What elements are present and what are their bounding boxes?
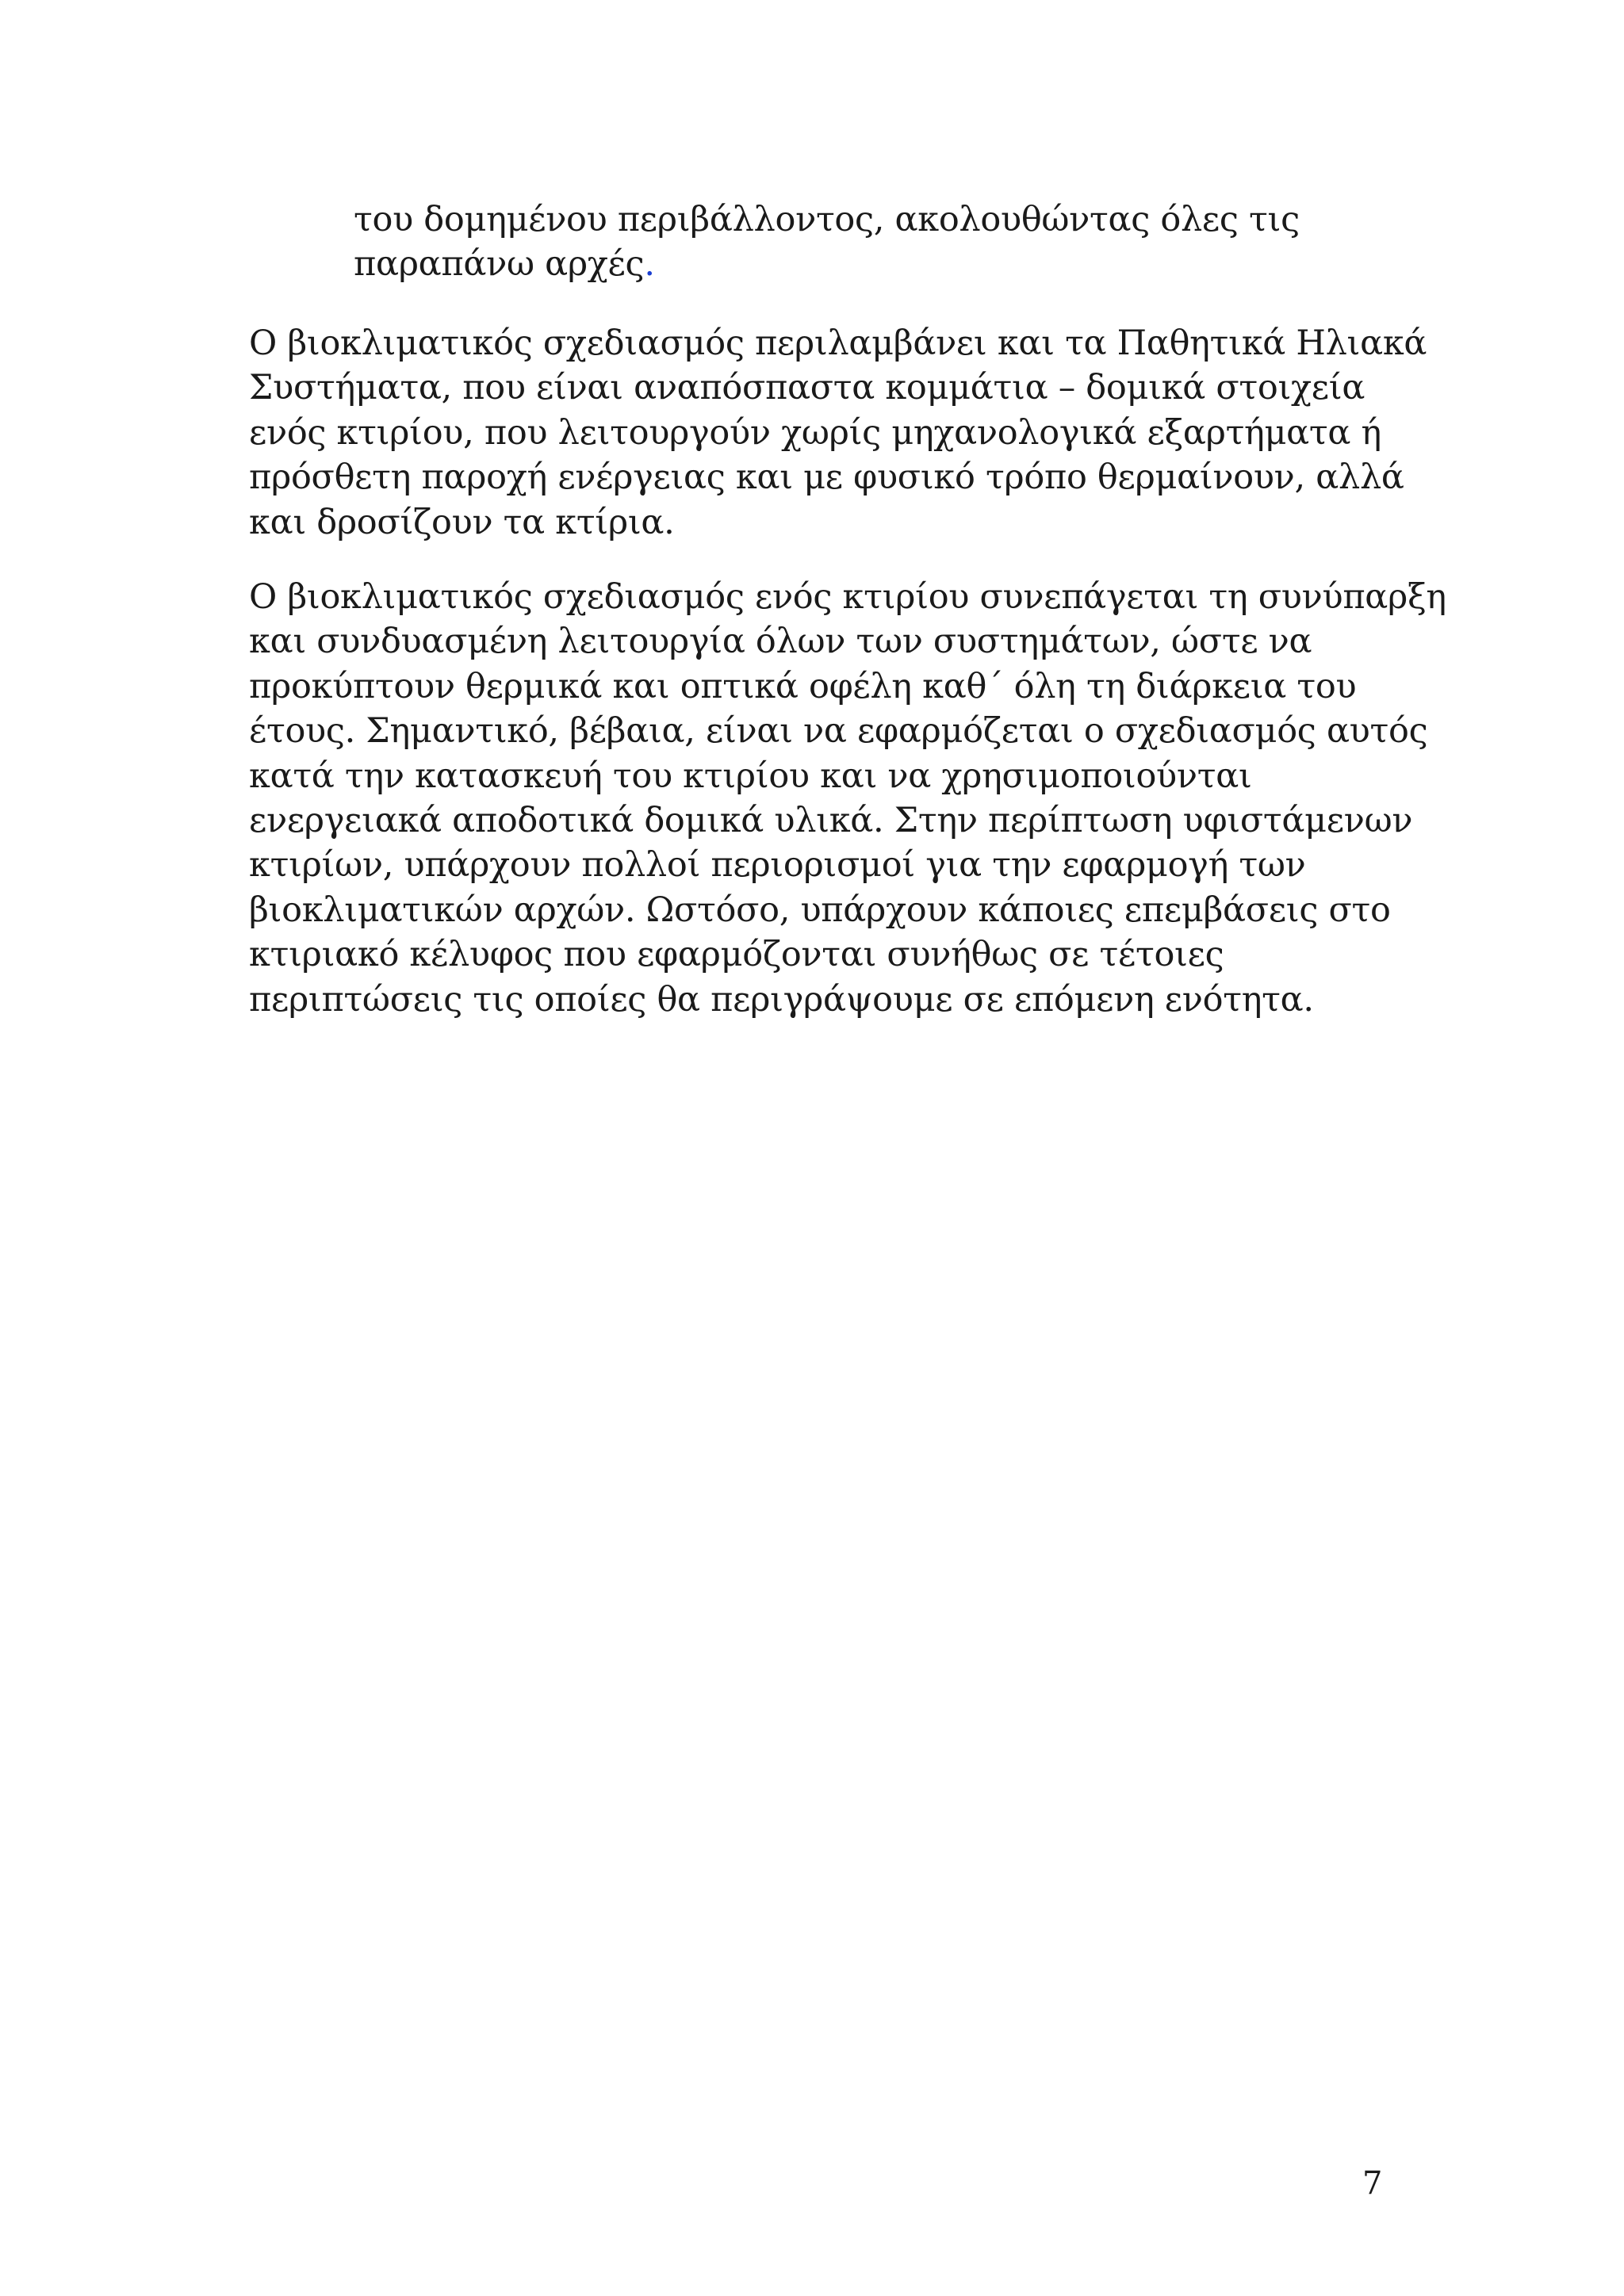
end-mark: . (644, 244, 655, 285)
text-line: κτιριακό κέλυφος που εφαρμόζονται συνήθως σε τέτοιες (249, 935, 1224, 975)
text-line: Συστήματα, που είναι αναπόσπαστα κομμάτια – δομικά στοιχεία (249, 368, 1365, 408)
text-line: ενεργειακά αποδοτικά δομικά υλικά. Στην περίπτωση υφιστάμενων (249, 801, 1413, 841)
text-line: πρόσθετη παροχή ενέργειας και με φυσικό τρόπο θερμαίνουν, αλλά (249, 457, 1404, 498)
text-line (354, 242, 1300, 286)
text-fragment: παραπάνω αρχές (354, 244, 645, 285)
text-line: και συνδυασμένη λειτουργία όλων των συστημάτων, ώστε να (249, 622, 1312, 662)
continuation-paragraph (354, 197, 1300, 287)
text-line: κατά την κατασκευή του κτιρίου και να χρησιμοποιούνται (249, 756, 1252, 796)
text-line: έτους. Σημαντικό, βέβαια, είναι να εφαρμόζεται ο σχεδιασμός αυτός (249, 711, 1428, 752)
text-line: και δροσίζουν τα κτίρια. (249, 502, 675, 542)
text-line: βιοκλιματικών αρχών. Ωστόσο, υπάρχουν κάποιες επεμβάσεις στο (249, 890, 1391, 930)
text-line: προκύπτουν θερμικά και οπτικά οφέλη καθ΄ όλη τη διάρκεια του (249, 666, 1357, 706)
passive-solar-paragraph (249, 321, 1427, 545)
text-line: Ο βιοκλιματικός σχεδιασμός περιλαμβάνει και τα Παθητικά Ηλιακά (249, 323, 1427, 363)
combined-systems-paragraph (249, 575, 1446, 1022)
text-line: Ο βιοκλιματικός σχεδιασμός ενός κτιρίου συνεπάγεται τη συνύπαρξη (249, 577, 1446, 617)
text-line: περιπτώσεις τις οποίες θα περιγράψουμε σε επόμενη ενότητα. (249, 979, 1314, 1020)
text-line: του δομημένου περιβάλλοντος, ακολουθώντας όλες τις (354, 200, 1300, 239)
text-line: ενός κτιρίου, που λειτουργούν χωρίς μηχανολογικά εξαρτήματα ή (249, 412, 1381, 453)
text-line: κτιρίων, υπάρχουν πολλοί περιορισμοί για την εφαρμογή των (249, 845, 1306, 886)
page-number: 7 (1362, 2165, 1383, 2202)
